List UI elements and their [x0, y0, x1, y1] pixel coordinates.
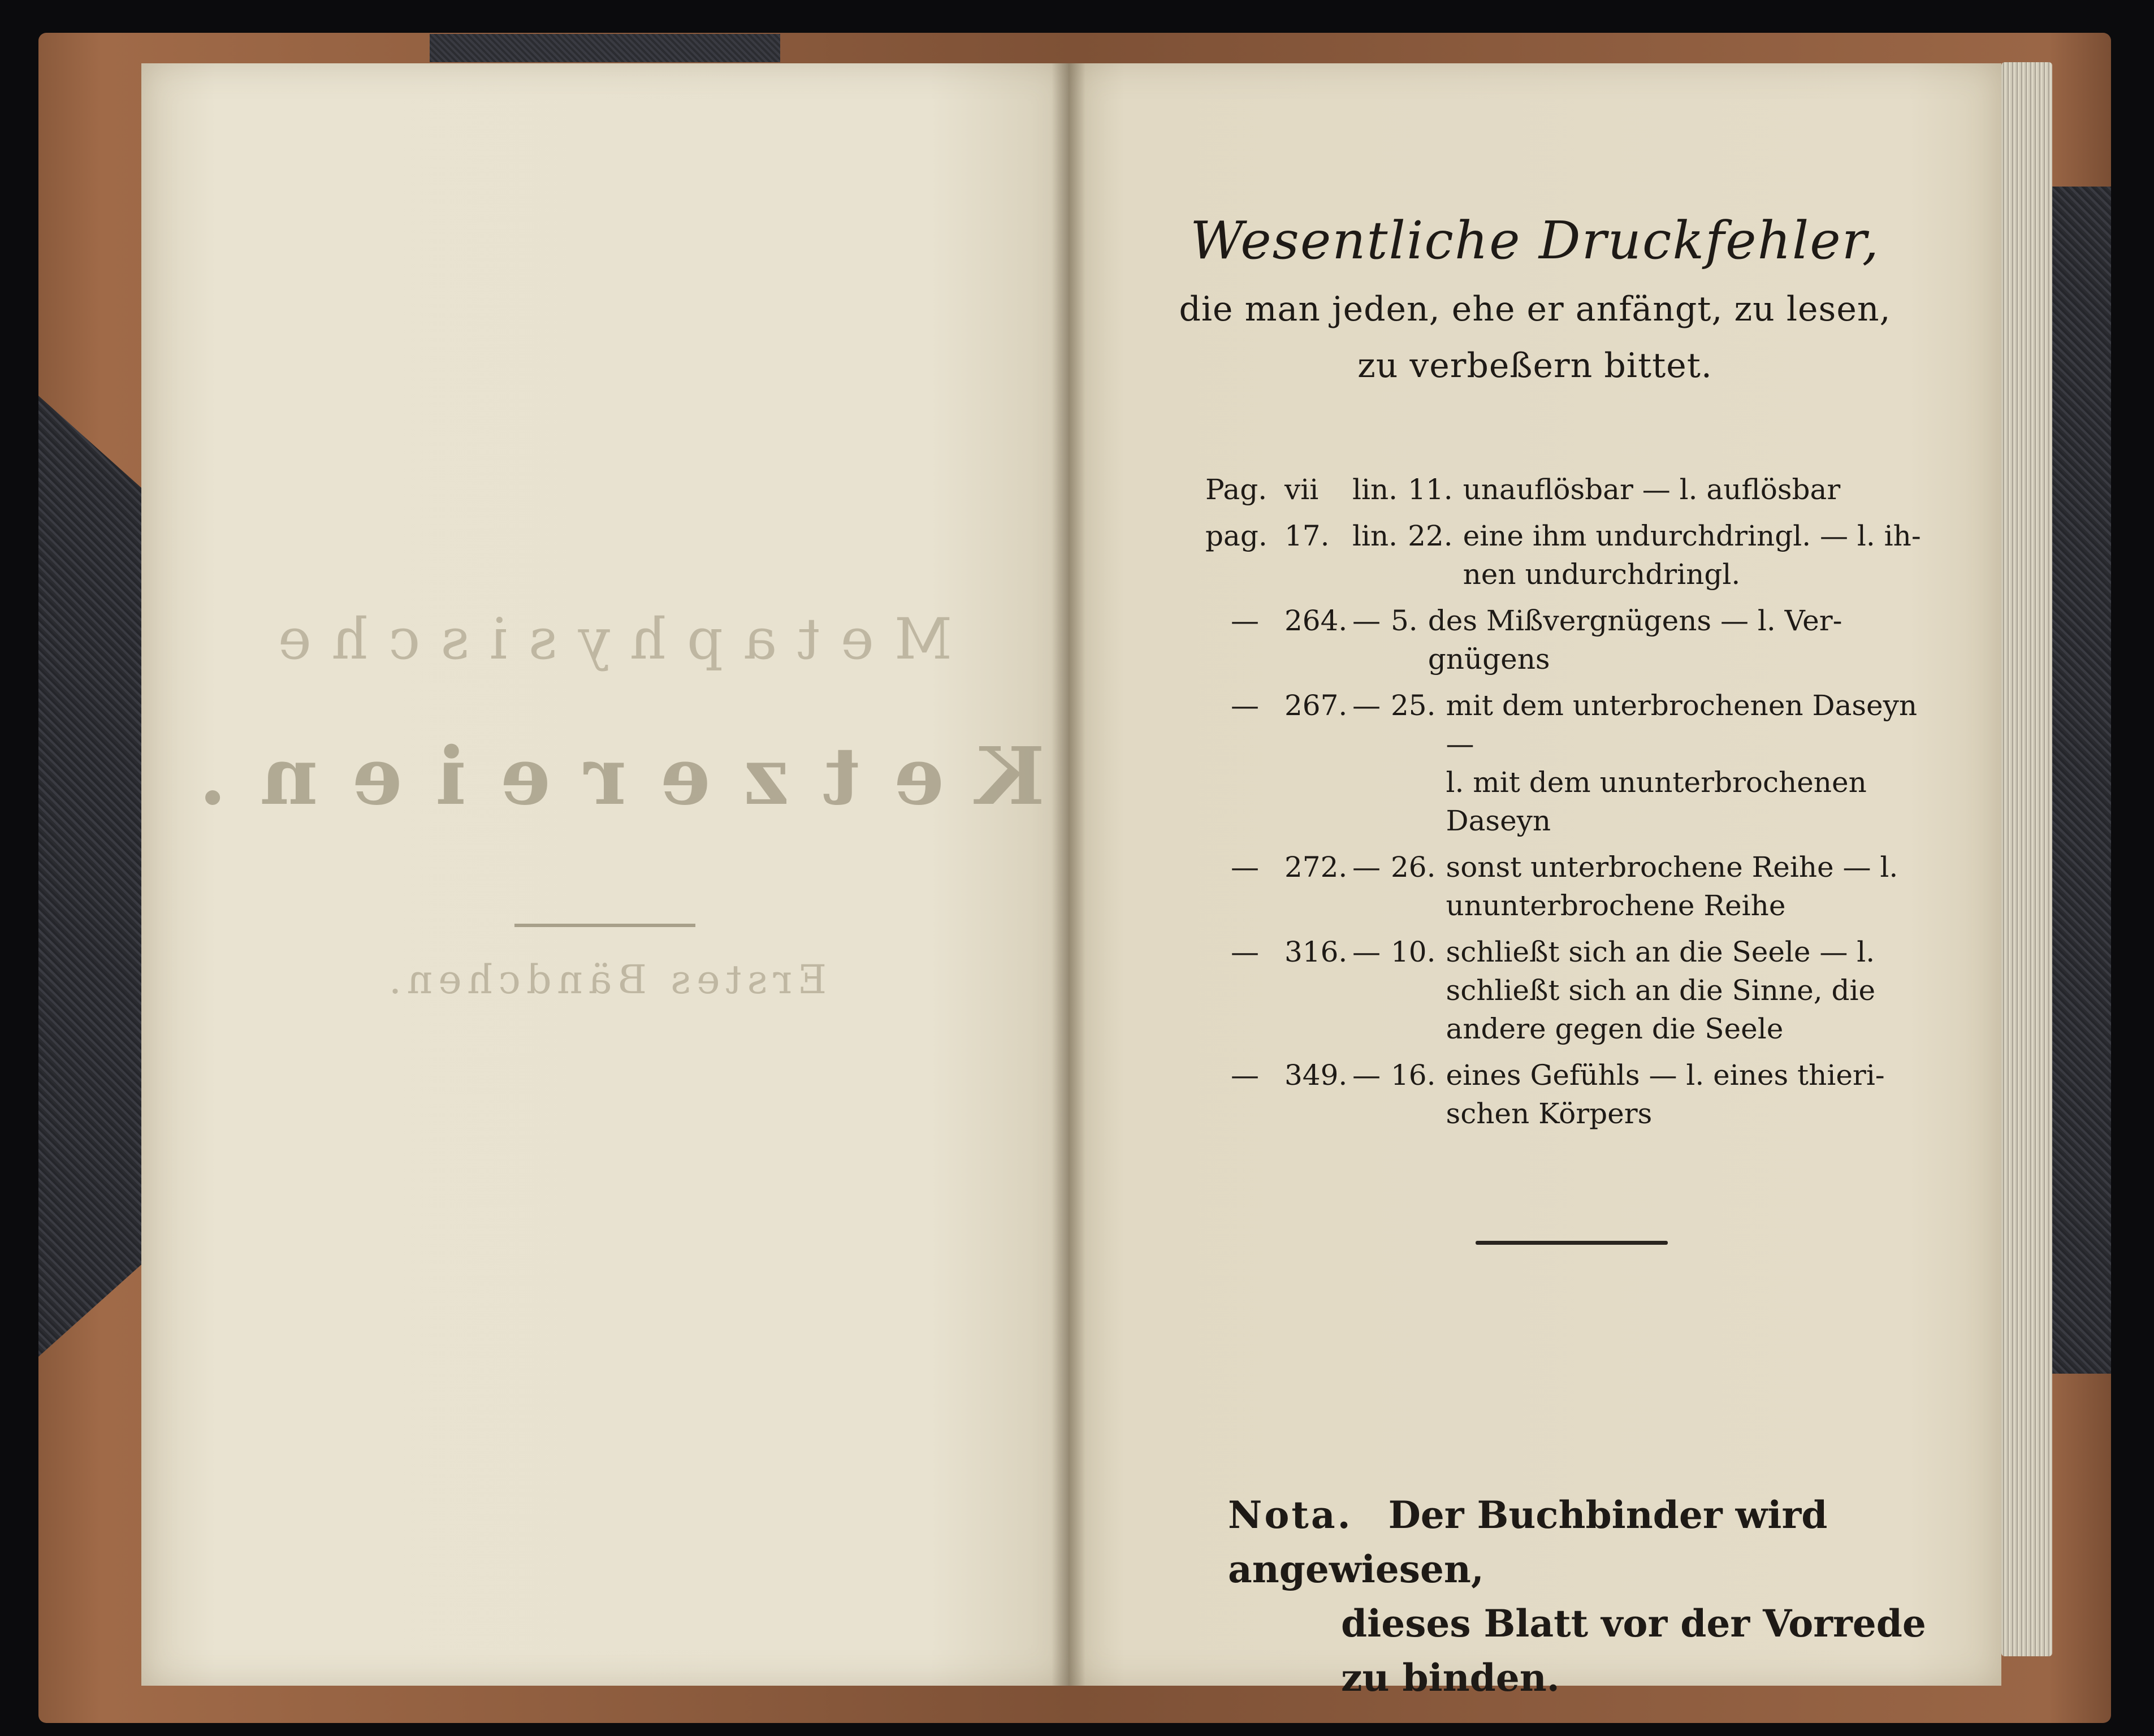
- errata-continuation: l. mit dem ununterbrochenen Daseyn: [1446, 766, 1867, 837]
- errata-prefix: —: [1231, 851, 1259, 884]
- errata-prefix: Pag.: [1205, 473, 1268, 506]
- errata-lin-label: —: [1352, 689, 1381, 722]
- right-page: [1069, 63, 2001, 1700]
- errata-page: 272.: [1284, 851, 1348, 884]
- errata-page: 349.: [1284, 1059, 1348, 1092]
- left-page: [141, 63, 1069, 1686]
- errata-continuation: schließt sich an die Sinne, die andere gegen die Seele: [1446, 974, 1876, 1045]
- errata-list: [1205, 470, 1952, 1141]
- errata-row: [1205, 686, 1952, 840]
- errata-continuation: schen Körpers: [1446, 1097, 1653, 1130]
- errata-row: [1205, 470, 1952, 509]
- errata-continuation: ununterbrochene Reihe: [1446, 889, 1786, 922]
- errata-line: 25.: [1391, 689, 1436, 722]
- errata-prefix: —: [1231, 936, 1259, 968]
- nota-line-2: dieses Blatt vor der Vorrede zu binden.: [1341, 1601, 1926, 1700]
- errata-text: eines Gefühls — l. eines thieri-: [1446, 1059, 1885, 1092]
- errata-continuation: gnügens: [1428, 643, 1550, 676]
- errata-text: sonst unterbrochene Reihe — l.: [1446, 851, 1898, 884]
- errata-text: des Mißvergnügens — l. Ver-: [1428, 604, 1842, 637]
- errata-text: eine ihm undurchdringl. — l. ih-: [1463, 519, 1921, 552]
- errata-line: 5.: [1391, 604, 1418, 637]
- errata-lin-label: —: [1352, 1059, 1381, 1092]
- page-title: Wesentliche Druckfehler,: [1190, 210, 1880, 271]
- errata-line: 11.: [1408, 473, 1453, 506]
- errata-line: 22.: [1408, 519, 1453, 552]
- divider-rule: [1476, 1241, 1668, 1245]
- errata-lin-label: lin.: [1352, 519, 1398, 552]
- errata-page: 17.: [1284, 519, 1330, 552]
- errata-prefix: —: [1231, 689, 1259, 722]
- errata-row: [1205, 601, 1952, 678]
- errata-lin-label: —: [1352, 604, 1381, 637]
- errata-lin-label: lin.: [1352, 473, 1398, 506]
- errata-row: [1205, 1056, 1952, 1133]
- bleed-line-2: Ketzereien.: [165, 730, 1045, 823]
- errata-lin-label: —: [1352, 851, 1381, 884]
- errata-text: unauflösbar — l. auflösbar: [1463, 473, 1841, 506]
- errata-row: [1205, 517, 1952, 594]
- errata-prefix: —: [1231, 1059, 1259, 1092]
- errata-prefix: pag.: [1205, 519, 1268, 552]
- errata-text: schließt sich an die Seele — l.: [1446, 936, 1875, 968]
- errata-row: [1205, 933, 1952, 1048]
- cover-cloth-top: [430, 34, 780, 62]
- page-edges: [2001, 62, 2052, 1656]
- bleed-line-1: Metaphysische: [257, 606, 953, 672]
- errata-page: vii: [1284, 473, 1319, 506]
- errata-line: 16.: [1391, 1059, 1436, 1092]
- cover-cloth-right: [2043, 187, 2111, 1374]
- errata-page: 316.: [1284, 936, 1348, 968]
- errata-line: 10.: [1391, 936, 1436, 968]
- subtitle-line-1: die man jeden, ehe er anfängt, zu lesen,: [1179, 289, 1891, 329]
- errata-page: 264.: [1284, 604, 1348, 637]
- errata-lin-label: —: [1352, 936, 1381, 968]
- bleed-line-3: Erstes Bändchen.: [383, 956, 827, 1003]
- cover-cloth-left: [38, 396, 146, 1357]
- errata-line: 26.: [1391, 851, 1436, 884]
- errata-text: mit dem unterbrochenen Daseyn —: [1446, 689, 1918, 760]
- errata-page: 267.: [1284, 689, 1348, 722]
- errata-continuation: nen undurchdringl.: [1463, 558, 1741, 591]
- book-gutter: [1052, 63, 1085, 1686]
- subtitle-line-2: zu verbeßern bittet.: [1357, 346, 1712, 386]
- nota-line-1: Der Buchbinder wird angewiesen,: [1228, 1493, 1828, 1591]
- nota-block: [1228, 1488, 1980, 1705]
- bleed-rule: [514, 924, 695, 927]
- errata-row: [1205, 848, 1952, 925]
- nota-label: Nota.: [1228, 1493, 1353, 1537]
- errata-prefix: —: [1231, 604, 1259, 637]
